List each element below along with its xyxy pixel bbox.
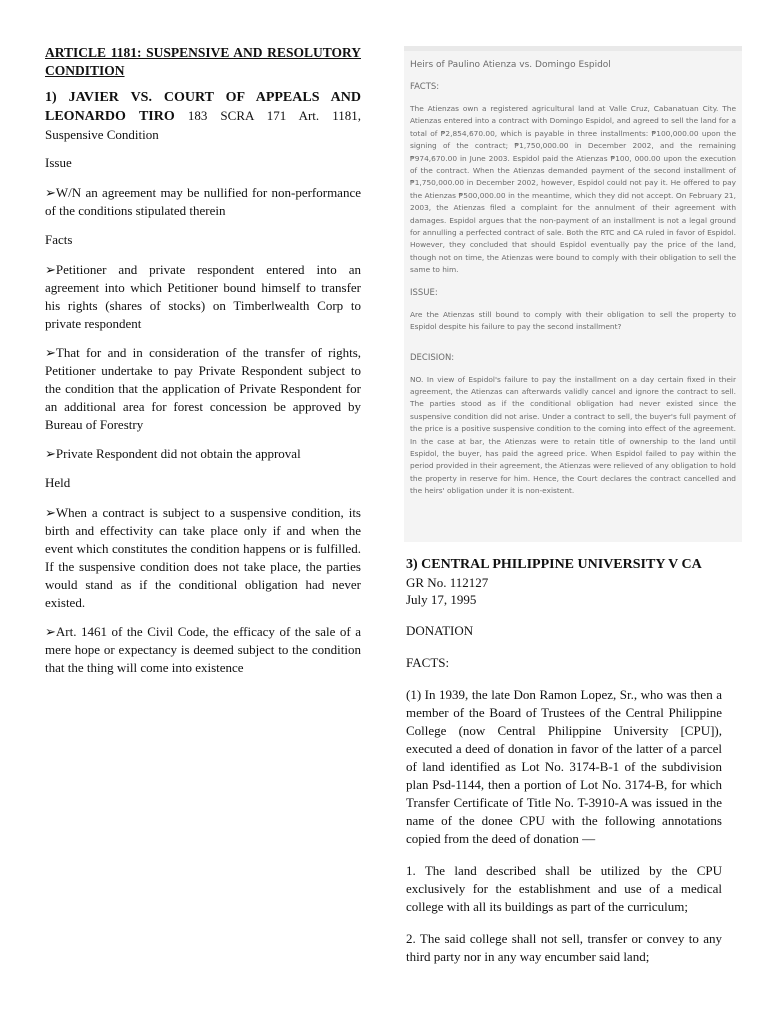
screenshot-facts-text: The Atienzas own a registered agricultural land at Valle Cruz, Cabanatuan City. The Atienzas entered into a contract with Domingo Espidol, and agreed to sell the land for a total of ₱2,854,670.00, which is payable in three installments: ₱100,000.00 upon the signing of the contract; ₱1,750,000.00 in December 2002, and the remaining ₱974,670.00 in June 2003. Espidol paid the Atienzas ₱100, 000.00 upon the execution of the contract. When the Atienzas demanded payment of the second installment of ₱1,750,000.00 in December 2002, however, Espidol could not pay it. He offered to pay the Atienzas ₱500,000.00 in the meantime, which they did not accept. On February 21, 2003, the Atienzas filed a complaint for the annulment of their agreement with damages. Espidol argues that the non-payment of an installment is not a legal ground for annulling a perfected contract of sale. Both the RTC and CA ruled in favor of Espidol. However, they concluded that should Espidol eventually pay the price of the land, though not on time, the Atienzas were bound to comply with their obligation to sell the same to him. [410,104,736,275]
case3-paragraph: (1) In 1939, the late Don Ramon Lopez, Sr., who was then a member of the Board of Trustees of the Central Philippine College (now Central Philippine University [CPU]), executed a deed of donation in favor of the latter of a parcel of land identified as Lot No. 3174-B-1 of the subdivision plan Psd-1144, then a portion of Lot No. 3174-B, for which Transfer Certificate of Title No. T-3910-A was issued in the name of the donee CPU with the following annotations copied from the deed of donation — [406,687,722,846]
screenshot-facts-label: FACTS: [410,82,440,92]
screenshot-issue-text: Are the Atienzas still bound to comply with their obligation to sell the property to Espidol despite his failure to pay the second installment? [410,309,736,332]
issue-bullet: ➢W/N an agreement may be nullified for non-performance of the conditions stipulated therein [45,185,361,218]
case-heading [45,88,361,144]
held-bullet: ➢When a contract is subject to a suspensive condition, its birth and effectivity can take place only if and when the event which constitutes the condition happens or is fulfilled. If the suspensive condition does not take place, the parties would stand as if the conditional obligation had never existed. [45,505,361,610]
held-bullet: ➢Art. 1461 of the Civil Code, the efficacy of the sale of a mere hope or expectancy is deemed subject to the condition that the thing will come into existence [45,624,361,675]
case-title: 1) JAVIER VS. COURT OF APPEALS AND LEONARDO TIRO [45,90,361,124]
facts-bullet: ➢That for and in consideration of the transfer of rights, Petitioner undertake to pay Private Respondent subject to the condition that the application of Private Respondent for an additional area for forest concession be approved by Bureau of Forestry [45,345,361,432]
case3-gr-number: GR No. 112127 [406,575,489,590]
right-column [406,556,722,966]
screenshot-decision-text: NO. In view of Espidol's failure to pay the installment on a day certain fixed in their agreement, the Atienzas can afterwards validly cancel and ignore the contract to sell. The parties stood as if the conditional obligation had never existed since the suspensive condition did not arise. Under a contract to sell, the buyer's full payment of the price is a positive suspensive condition to the coming into effect of the agreement. In the case at bar, the Atienzas were to retain title of ownership to the land until Espidol, the buyer, has paid the agreed price. When Espidol failed to pay within the period provided in their agreement, the Atienzas were relieved of any obligation to hold the property in reserve for him. Hence, the Court declares the contract cancelled and the heirs' obligation under it is non-existent. [410,374,736,496]
case-reference: 183 SCRA 171 Art. 1181, Suspensive Condition [45,108,362,142]
facts-bullet: ➢Private Respondent did not obtain the approval [45,446,301,461]
case3-paragraph: 1. The land described shall be utilized by the CPU exclusively for the establishment and use of a medical college with all its buildings as part of the curriculum; [406,863,722,914]
article-heading: ARTICLE 1181: SUSPENSIVE AND RESOLUTORY CONDITION [45,45,361,78]
case3-facts-label: FACTS: [406,655,450,670]
left-column [45,44,361,688]
screenshot-issue-label: ISSUE: [410,287,438,298]
embedded-case-screenshot [404,46,742,542]
case3-paragraph: 2. The said college shall not sell, transfer or convey to any third party nor in any way encumber said land; [406,931,722,964]
case3-title: 3) CENTRAL PHILIPPINE UNIVERSITY V CA [406,557,702,572]
screenshot-decision-label: DECISION: [410,352,455,363]
case3-topic: DONATION [406,623,474,638]
case3-date: July 17, 1995 [406,592,477,607]
held-label: Held [45,475,71,490]
issue-label: Issue [45,155,72,170]
facts-label: Facts [45,232,73,247]
facts-bullet: ➢Petitioner and private respondent entered into an agreement into which Petitioner bound himself to transfer his rights (shares of stocks) on Timberlwealth Corp to private respondent [45,262,361,331]
screenshot-title: Heirs of Paulino Atienza vs. Domingo Espidol [410,60,611,70]
